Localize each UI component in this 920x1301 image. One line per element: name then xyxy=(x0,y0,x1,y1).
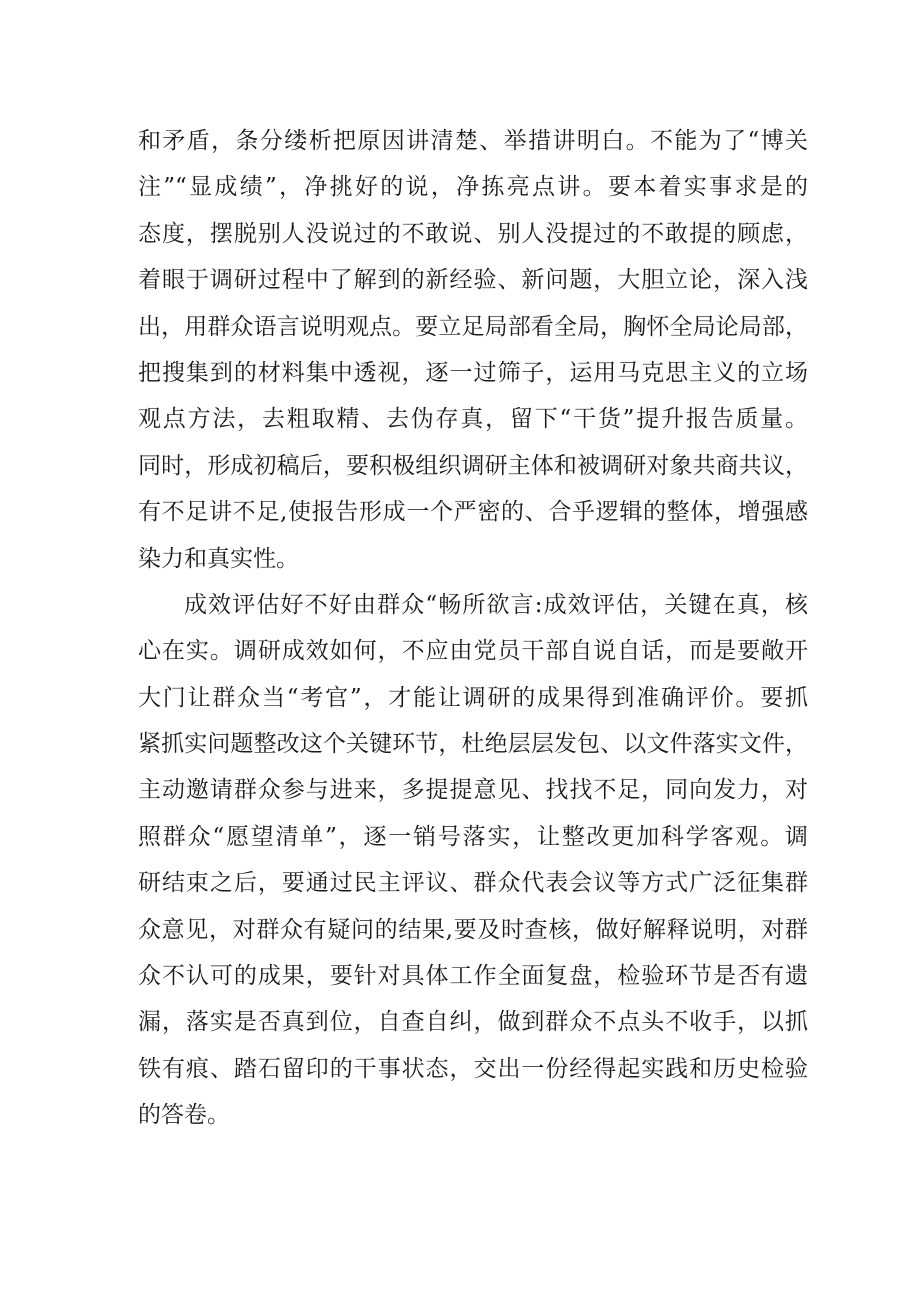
text-line: 漏，落实是否真到位，自查自纠，做到群众不点头不收手，以抓 xyxy=(138,1009,808,1036)
text-line: 有不足讲不足,使报告形成一个严密的、合乎逻辑的整体，增强感 xyxy=(138,499,808,526)
text-line: 紧抓实问题整改这个关键环节，杜绝层层发包、以文件落实文件， xyxy=(138,731,808,758)
text-line: 研结束之后，要通过民主评议、群众代表会议等方式广泛征集群 xyxy=(138,870,808,897)
text-line: 染力和真实性。 xyxy=(138,545,299,572)
text-line: 同时，形成初稿后，要积极组织调研主体和被调研对象共商共议， xyxy=(138,452,808,479)
text-line: 和矛盾，条分缕析把原因讲清楚、举措讲明白。不能为了“博关 xyxy=(138,128,808,154)
text-line: 注”“显成绩”，净挑好的说，净拣亮点讲。要本着实事求是的 xyxy=(138,174,808,201)
text-line: 的答卷。 xyxy=(138,1102,230,1129)
text-line: 观点方法，去粗取精、去伪存真，留下“干货”提升报告质量。 xyxy=(138,406,808,433)
paragraph-1 xyxy=(138,118,808,582)
document-body xyxy=(138,118,808,1139)
paragraph-2 xyxy=(138,582,808,1139)
text-line: 众不认可的成果，要针对具体工作全面复盘，检验环节是否有遗 xyxy=(138,963,808,990)
text-line: 心在实。调研成效如何，不应由党员干部自说自话，而是要敞开 xyxy=(138,638,808,665)
text-line: 众意见，对群众有疑问的结果,要及时查核，做好解释说明，对群 xyxy=(138,916,808,943)
text-line: 成效评估好不好由群众“畅所欲言:成效评估，关键在真，核 xyxy=(184,591,808,618)
text-line: 出，用群众语言说明观点。要立足局部看全局，胸怀全局论局部， xyxy=(138,313,808,340)
text-line: 态度，摆脱别人没说过的不敢说、别人没提过的不敢提的顾虑， xyxy=(138,220,808,247)
text-line: 把搜集到的材料集中透视，逐一过筛子，运用马克思主义的立场 xyxy=(138,359,808,386)
text-line: 大门让群众当“考官”，才能让调研的成果得到准确评价。要抓 xyxy=(138,684,808,711)
text-line: 照群众“愿望清单”，逐一销号落实，让整改更加科学客观。调 xyxy=(138,823,808,850)
text-line: 主动邀请群众参与进来，多提提意见、找找不足，同向发力，对 xyxy=(138,777,808,804)
text-line: 铁有痕、踏石留印的干事状态，交出一份经得起实践和历史检验 xyxy=(138,1055,808,1082)
text-line: 着眼于调研过程中了解到的新经验、新问题，大胆立论，深入浅 xyxy=(138,267,808,294)
